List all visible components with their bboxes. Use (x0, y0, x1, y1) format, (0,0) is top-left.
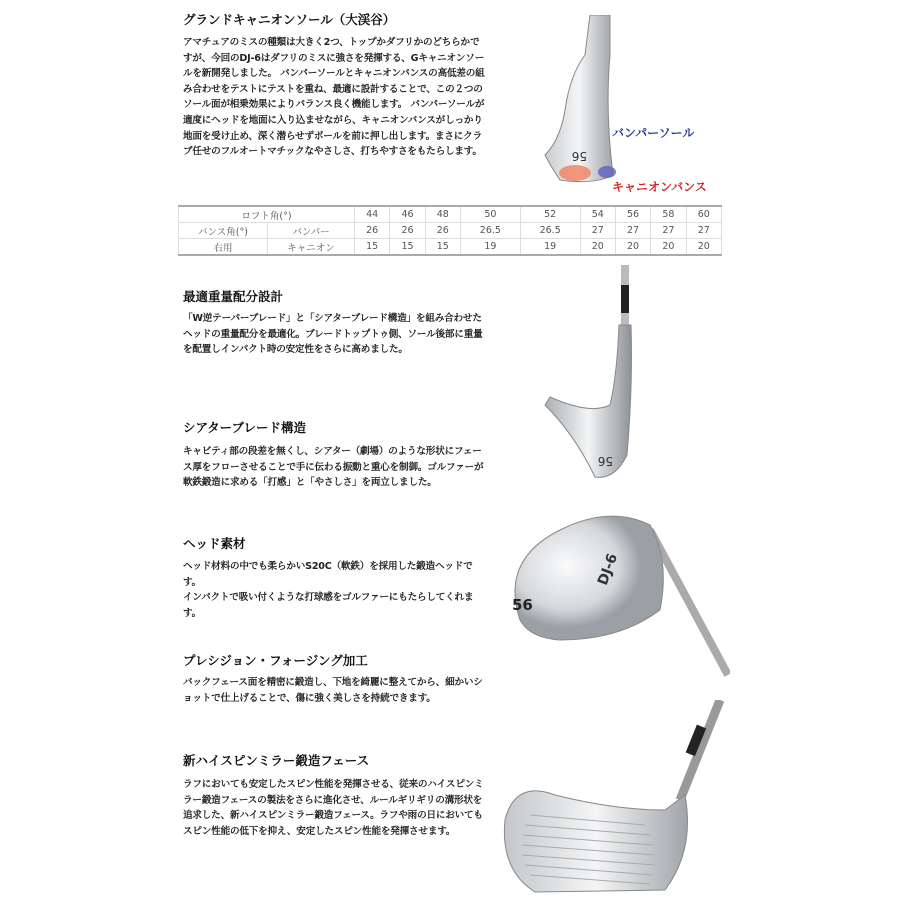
cell: 52 (520, 206, 580, 223)
cell: 60 (686, 206, 721, 223)
cell: 26 (355, 223, 390, 239)
cell: 27 (580, 223, 615, 239)
cell: 20 (651, 239, 686, 256)
cell: 27 (686, 223, 721, 239)
section-text: ヘッド材料の中でも柔らかいS20C（軟鉄）を採用した鍛造ヘッドです。 インパクトで吸い付くような打球感をゴルファーにもたらしてくれます。 (183, 561, 474, 619)
section-heading: 最適重量配分設計 (183, 289, 284, 304)
spec-table (178, 205, 722, 256)
cell: 19 (460, 239, 520, 256)
cell: 27 (615, 223, 650, 239)
cell: 27 (651, 223, 686, 239)
section-heading: 新ハイスピンミラー鍛造フェース (183, 753, 370, 768)
sole-heading: グランドキャニオンソール（大渓谷） (183, 12, 396, 27)
loft-marking: 56 (571, 149, 587, 163)
club-side-image (535, 265, 655, 485)
section-text: 「W逆テーパーブレード」と「シアターブレード構造」を組み合わせたヘッドの重量配分を最適化。ブレードトップトゥ側、ソール後部に重量を配置しインパクト時の安定性をさらに高めました。 (183, 313, 483, 356)
loft-header: ロフト角(°) (179, 206, 355, 223)
table-row (179, 239, 722, 256)
cell: 44 (355, 206, 390, 223)
table-row (179, 223, 722, 239)
table-row (179, 206, 722, 223)
cell: 20 (686, 239, 721, 256)
cell: 50 (460, 206, 520, 223)
club-face-image (495, 700, 725, 900)
cell: 20 (580, 239, 615, 256)
section-text: ラフにおいても安定したスピン性能を発揮させる、従来のハイスピンミラー鍛造フェースの製法をさらに進化させ、ルールギリギリの溝形状を追求した、新ハイスピンミラー鍛造フェース。ラフや雨の日においてもスピン性能の低下を抑え、安定したスピン性能を発揮させます。 (183, 779, 484, 837)
bumper-sole-label: バンパーソール (612, 126, 695, 140)
section-text: バックフェース面を精密に鍛造し、下地を綺麗に整えてから、細かいショットで仕上げることで、傷に強く美しさを持続できます。 (183, 677, 483, 704)
section-heading: プレシジョン・フォージング加工 (183, 653, 368, 668)
cell: 20 (615, 239, 650, 256)
section-heading: シアターブレード構造 (183, 420, 307, 435)
cell: 58 (651, 206, 686, 223)
model-marking: DJ-6 (595, 551, 622, 588)
bounce-header: バンス角(°) (179, 223, 268, 239)
cell: 15 (355, 239, 390, 256)
bumper-header: バンパー (268, 223, 355, 239)
cell: 15 (425, 239, 460, 256)
hand-header: 右用 (179, 239, 268, 256)
club-back-image (500, 500, 730, 680)
cell: 26 (390, 223, 425, 239)
loft-marking: 56 (512, 596, 533, 614)
sole-text: アマチュアのミスの種類は大きく2つ、トップかダフリかのどちらかですが、今回のDJ-6はダフリのミスに強さを発揮する、Gキャニオンソールを新開発しました。 バンパーソールとキャニオンバンスの高低差の組み合わせをテストにテストを重ね、最適に設計することで、この２つのソール面が相乗効果によりバランス良く機能します。 バンパーソールが適度にヘッドを地面に入り込ませながら、キャニオンバンスがしっかり地面を受け止め、深く潜らせずボールを前に押し出します。まさにクラブ任せのフルオートマチックなやさしさ、打ちやすさをもたらします。 (183, 37, 485, 158)
cell: 26.5 (460, 223, 520, 239)
cell: 26 (425, 223, 460, 239)
loft-marking: 56 (597, 454, 613, 468)
cell: 19 (520, 239, 580, 256)
canyon-bounce-label: キャニオンバンス (612, 180, 707, 194)
canyon-header: キャニオン (268, 239, 355, 256)
cell: 54 (580, 206, 615, 223)
cell: 56 (615, 206, 650, 223)
club-sole-image (535, 15, 655, 190)
cell: 26.5 (520, 223, 580, 239)
section-heading: ヘッド素材 (183, 536, 246, 551)
section-text: キャビティ部の段差を無くし、シアター（劇場）のような形状にフェース厚をフローさせることで手に伝わる振動と重心を制御。ゴルファーが軟鉄鍛造に求める「打感」と「やさしさ」を両立しました。 (183, 446, 484, 489)
cell: 48 (425, 206, 460, 223)
cell: 46 (390, 206, 425, 223)
cell: 15 (390, 239, 425, 256)
